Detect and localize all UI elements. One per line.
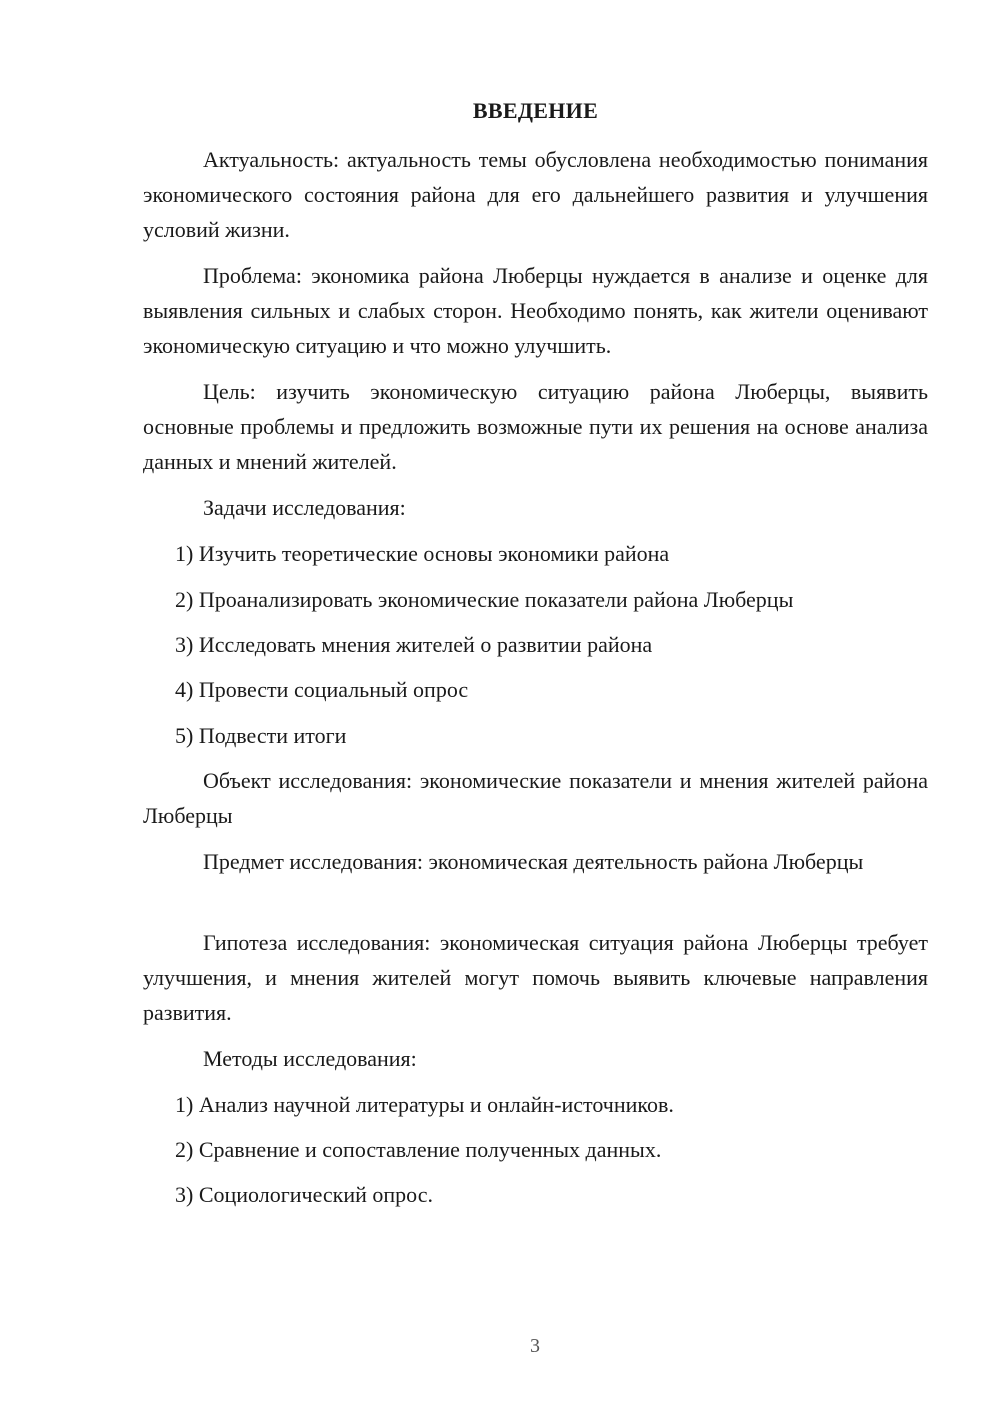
task-item: 1) Изучить теоретические основы экономики района [175,541,670,566]
subject-paragraph: Предмет исследования: экономическая деятельность района Люберцы [203,849,864,874]
method-item: 1) Анализ научной литературы и онлайн-источников. [175,1092,674,1117]
method-item: 3) Социологический опрос. [175,1182,433,1207]
method-item: 2) Сравнение и сопоставление полученных данных. [175,1137,662,1162]
methods-heading: Методы исследования: [203,1046,417,1071]
task-item: 4) Провести социальный опрос [175,677,469,702]
object-paragraph: Объект исследования: экономические показатели и мнения жителей района Люберцы [143,768,928,828]
tasks-heading: Задачи исследования: [203,495,406,520]
task-item: 5) Подвести итоги [175,723,347,748]
hypothesis-paragraph: Гипотеза исследования: экономическая ситуация района Люберцы требует улучшения, и мнения жителей могут помочь выявить ключевые направления развития. [143,930,928,1025]
relevance-paragraph: Актуальность: актуальность темы обусловлена необходимостью понимания экономического состояния района для его дальнейшего развития и улучшения условий жизни. [143,147,928,242]
goal-paragraph: Цель: изучить экономическую ситуацию района Люберцы, выявить основные проблемы и предложить возможные пути их решения на основе анализа данных и мнений жителей. [143,379,928,474]
page-number: 3 [530,1335,540,1357]
page-title: ВВЕДЕНИЕ [472,98,599,123]
task-item: 2) Проанализировать экономические показатели района Люберцы [175,587,794,612]
problem-paragraph: Проблема: экономика района Люберцы нуждается в анализе и оценке для выявления сильных и слабых сторон. Необходимо понять, как жители оценивают экономическую ситуацию и что можно улучшить. [143,263,928,358]
task-item: 3) Исследовать мнения жителей о развитии района [175,632,653,657]
